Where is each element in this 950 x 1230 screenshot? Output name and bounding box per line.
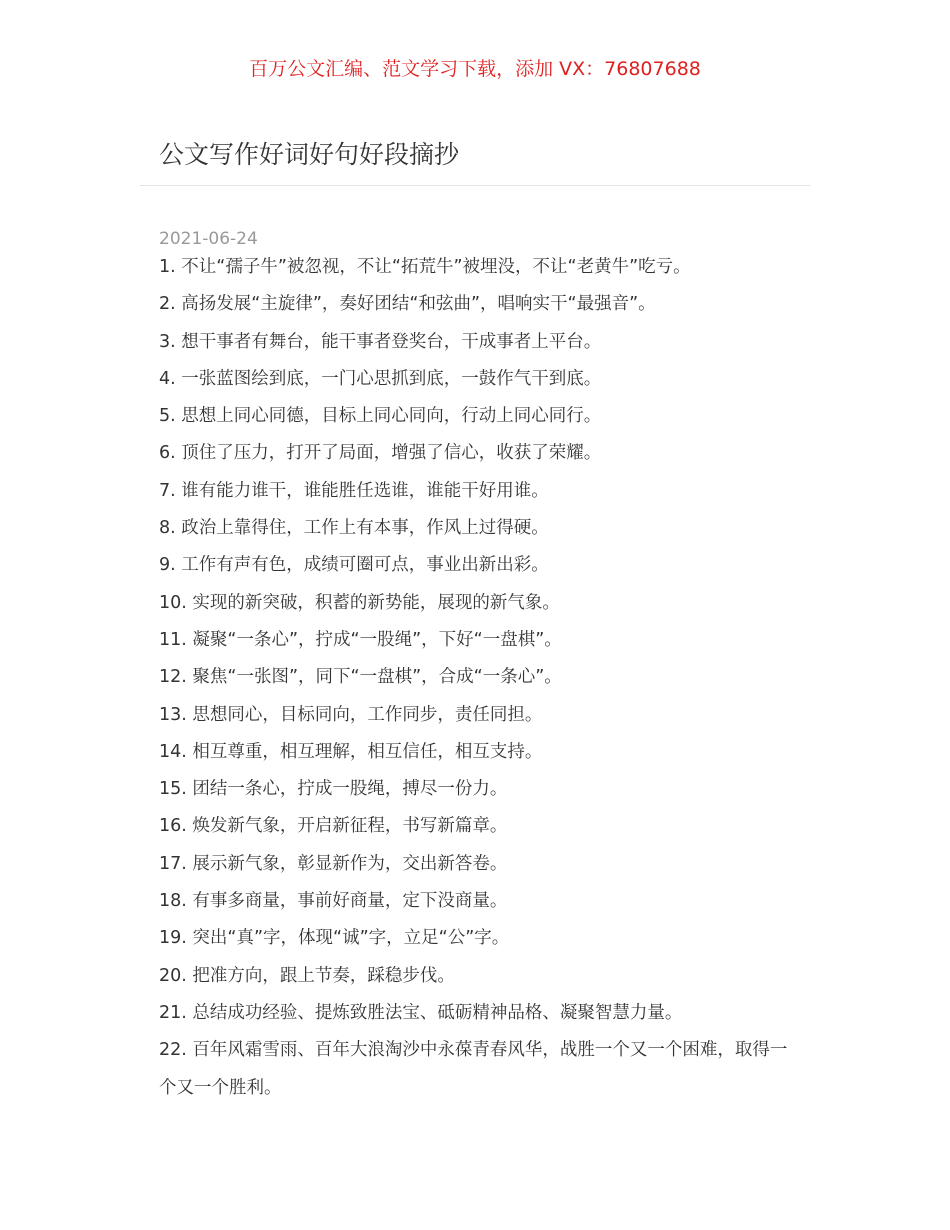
list-item: 14. 相互尊重，相互理解，相互信任，相互支持。 bbox=[159, 741, 543, 762]
list-item: 5. 思想上同心同德，目标上同心同向，行动上同心同行。 bbox=[159, 406, 602, 427]
list-item: 9. 工作有声有色，成绩可圈可点，事业出新出彩。 bbox=[159, 555, 549, 576]
phrase-list bbox=[159, 249, 799, 1107]
list-item: 22. 百年风霜雪雨、百年大浪淘沙中永葆青春风华，战胜一个又一个困难，取得一个又一个胜利。 bbox=[159, 1040, 788, 1098]
list-item: 15. 团结一条心，拧成一股绳，搏尽一份力。 bbox=[159, 779, 508, 800]
list-item: 13. 思想同心，目标同向，工作同步，责任同担。 bbox=[159, 704, 543, 725]
list-item: 18. 有事多商量，事前好商量，定下没商量。 bbox=[159, 891, 508, 912]
list-item: 20. 把准方向，跟上节奏，踩稳步伐。 bbox=[159, 965, 455, 986]
list-item: 19. 突出“真”字，体现“诚”字，立足“公”字。 bbox=[159, 928, 510, 949]
promo-banner: 百万公文汇编、范文学习下载，添加 VX：76807688 bbox=[249, 58, 701, 80]
list-item: 21. 总结成功经验、提炼致胜法宝、砥砺精神品格、凝聚智慧力量。 bbox=[159, 1002, 683, 1023]
page-title: 公文写作好词好句好段摘抄 bbox=[159, 140, 460, 169]
title-divider bbox=[140, 185, 810, 186]
list-item: 8. 政治上靠得住，工作上有本事，作风上过得硬。 bbox=[159, 518, 549, 539]
publish-date: 2021-06-24 bbox=[159, 229, 258, 249]
list-item: 3. 想干事者有舞台，能干事者登奖台，干成事者上平台。 bbox=[159, 331, 602, 352]
list-item: 4. 一张蓝图绘到底，一门心思抓到底，一鼓作气干到底。 bbox=[159, 368, 602, 389]
list-item: 11. 凝聚“一条心”，拧成“一股绳”，下好“一盘棋”。 bbox=[159, 629, 562, 650]
list-item: 6. 顶住了压力，打开了局面，增强了信心，收获了荣耀。 bbox=[159, 443, 602, 464]
list-item: 12. 聚焦“一张图”，同下“一盘棋”，合成“一条心”。 bbox=[159, 667, 562, 688]
list-item: 17. 展示新气象，彰显新作为，交出新答卷。 bbox=[159, 853, 508, 874]
list-item: 16. 焕发新气象，开启新征程，书写新篇章。 bbox=[159, 816, 508, 837]
list-item: 1. 不让“孺子牛”被忽视，不让“拓荒牛”被埋没，不让“老黄牛”吃亏。 bbox=[159, 257, 691, 277]
list-item: 2. 高扬发展“主旋律”，奏好团结“和弦曲”，唱响实干“最强音”。 bbox=[159, 294, 656, 315]
list-item: 10. 实现的新突破，积蓄的新势能，展现的新气象。 bbox=[159, 592, 560, 613]
list-item: 7. 谁有能力谁干，谁能胜任选谁，谁能干好用谁。 bbox=[159, 480, 549, 501]
